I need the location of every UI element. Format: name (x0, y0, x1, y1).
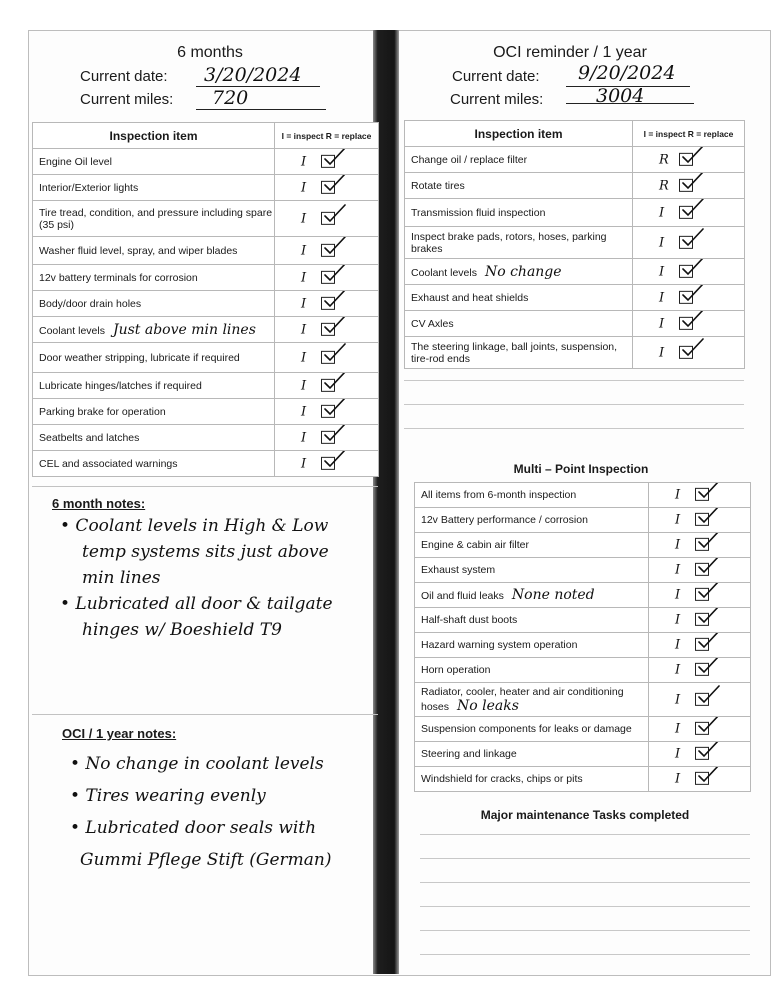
blank-row-line (420, 954, 750, 955)
left-inspection-item-label: Tire tread, condition, and pressure including spare (35 psi) (39, 206, 273, 231)
right-inspection-item-cell (405, 199, 633, 227)
multi-point-item-label: Hazard warning system operation (421, 639, 578, 651)
right-col-legend: I = inspect R = replace (633, 121, 745, 147)
checkmark-icon (682, 228, 704, 248)
left-col-legend: I = inspect R = replace (275, 123, 379, 149)
left-inspection-item-cell (33, 237, 275, 265)
multi-point-row (415, 508, 751, 533)
left-inspection-item-label: Lubricate hinges/latches if required (39, 379, 202, 392)
right-inspection-handwritten-note: No change (484, 263, 562, 280)
blank-row-line (420, 882, 750, 883)
right-inspection-item-cell (405, 147, 633, 173)
oci-note-line: • Lubricated door seals with (70, 818, 317, 838)
checkmark-icon (324, 399, 346, 417)
left-inspection-status-cell (275, 237, 379, 265)
right-inspection-code: I (659, 205, 665, 220)
multi-point-item-cell (415, 717, 649, 742)
six-month-notes (60, 513, 333, 643)
left-inspection-status-cell (275, 451, 379, 477)
left-header (60, 44, 360, 62)
checkmark-icon (698, 767, 720, 785)
blank-row-line (420, 906, 750, 907)
left-inspection-code: I (301, 456, 307, 471)
left-date-value: 3/20/2024 (204, 64, 302, 86)
multi-point-item-cell (415, 608, 649, 633)
checkmark-icon (324, 451, 346, 469)
right-inspection-item-cell (405, 173, 633, 199)
left-inspection-item-label: Parking brake for operation (39, 405, 166, 418)
multi-point-item-cell (415, 558, 649, 583)
left-inspection-status-cell (275, 343, 379, 373)
blank-row-line (404, 428, 744, 429)
left-inspection-code: I (301, 243, 307, 258)
checkmark-icon (698, 608, 720, 626)
left-inspection-status-cell (275, 201, 379, 237)
left-inspection-status-cell (275, 149, 379, 175)
right-inspection-code: R (659, 152, 669, 167)
right-inspection-table (404, 120, 745, 369)
left-inspection-row (33, 317, 379, 343)
multi-point-row (415, 483, 751, 508)
left-inspection-item-cell (33, 175, 275, 201)
six-month-note-line: temp systems sits just above (82, 542, 329, 562)
multi-point-item-label: Exhaust system (421, 564, 496, 576)
right-inspection-item-cell (405, 285, 633, 311)
multi-point-row (415, 533, 751, 558)
right-inspection-item-label: Rotate tires (411, 179, 465, 192)
left-inspection-status-cell (275, 317, 379, 343)
multi-point-item-cell (415, 483, 649, 508)
right-inspection-item-cell (405, 259, 633, 285)
left-inspection-row (33, 175, 379, 201)
multi-point-item-cell (415, 683, 649, 717)
multi-point-row (415, 633, 751, 658)
right-miles-value: 3004 (596, 85, 645, 107)
right-inspection-item-label: Transmission fluid inspection (411, 206, 546, 219)
right-date-label: Current date: (452, 68, 540, 85)
left-inspection-status-cell (275, 291, 379, 317)
multi-point-code: I (675, 637, 681, 653)
multi-point-table (414, 482, 751, 792)
checkmark-icon (682, 199, 704, 218)
blank-row-line (420, 930, 750, 931)
multi-point-row (415, 683, 751, 717)
right-inspection-item-label: Coolant levels (411, 266, 477, 279)
right-inspection-item-label: Change oil / replace filter (411, 153, 528, 166)
left-inspection-status-cell (275, 373, 379, 399)
checkmark-icon (698, 483, 720, 501)
checkmark-icon (324, 317, 346, 335)
right-inspection-row (405, 147, 745, 173)
left-miles-underline (196, 109, 326, 110)
left-inspection-item-cell (33, 201, 275, 237)
left-inspection-code: I (301, 180, 307, 195)
left-inspection-row (33, 425, 379, 451)
multi-point-code: I (675, 487, 681, 503)
six-month-note-line: • Coolant levels in High & Low (60, 516, 329, 536)
multi-point-handwritten-note: None noted (511, 587, 595, 603)
multi-point-code: I (675, 721, 681, 737)
checkmark-icon (698, 508, 720, 526)
multi-point-status-cell (649, 558, 751, 583)
multi-point-code: I (675, 746, 681, 762)
checkmark-icon (324, 425, 346, 443)
checkmark-icon (324, 237, 346, 256)
checkmark-icon (698, 558, 720, 576)
right-inspection-item-cell (405, 311, 633, 337)
multi-point-code: I (675, 662, 681, 678)
checkmark-icon (698, 633, 720, 651)
left-inspection-code: I (301, 296, 307, 311)
multi-point-row (415, 658, 751, 683)
multi-point-row (415, 583, 751, 608)
major-maintenance-title: Major maintenance Tasks completed (480, 808, 690, 822)
multi-point-item-label: Steering and linkage (421, 748, 517, 760)
left-inspection-status-cell (275, 265, 379, 291)
multi-point-item-cell (415, 633, 649, 658)
multi-point-row (415, 608, 751, 633)
multi-point-item-label: Oil and fluid leaks (421, 590, 504, 602)
left-inspection-row (33, 451, 379, 477)
left-inspection-item-label: Coolant levels (39, 324, 105, 337)
multi-point-row (415, 558, 751, 583)
right-inspection-status-cell (633, 259, 745, 285)
left-inspection-row (33, 343, 379, 373)
left-miles-label: Current miles: (80, 91, 174, 108)
right-inspection-item-label: Inspect brake pads, rotors, hoses, parking brakes (411, 230, 607, 255)
right-col-item: Inspection item (405, 121, 633, 147)
left-inspection-row (33, 237, 379, 265)
blank-row-line (420, 858, 750, 859)
multi-point-item-label: Windshield for cracks, chips or pits (421, 773, 583, 785)
left-inspection-item-label: Interior/Exterior lights (39, 181, 139, 194)
left-inspection-item-label: Engine Oil level (39, 155, 112, 168)
right-inspection-item-label: The steering linkage, ball joints, suspension, tire-rod ends (411, 340, 618, 365)
checkmark-icon (324, 149, 346, 167)
left-inspection-code: I (301, 430, 307, 445)
right-inspection-code: I (659, 235, 665, 250)
left-inspection-item-cell (33, 291, 275, 317)
left-inspection-code: I (301, 350, 307, 365)
right-inspection-code: I (659, 290, 665, 305)
multi-point-code: I (675, 692, 681, 707)
left-inspection-row (33, 149, 379, 175)
left-inspection-item-label: Seatbelts and latches (39, 431, 140, 444)
left-inspection-item-cell (33, 425, 275, 451)
left-inspection-code: I (301, 322, 307, 337)
multi-point-item-cell (415, 583, 649, 608)
right-inspection-row (405, 199, 745, 227)
right-miles-underline (566, 103, 694, 104)
checkmark-icon (698, 533, 720, 551)
multi-point-status-cell (649, 717, 751, 742)
multi-point-item-cell (415, 767, 649, 792)
right-inspection-code: R (659, 178, 669, 193)
multi-point-code: I (675, 771, 681, 787)
multi-point-item-label: Engine & cabin air filter (421, 539, 529, 551)
right-date-value: 9/20/2024 (578, 62, 676, 84)
multi-point-code: I (675, 612, 681, 628)
multi-point-status-cell (649, 483, 751, 508)
right-inspection-item-cell (405, 227, 633, 259)
checkmark-icon (698, 717, 720, 735)
right-inspection-code: I (659, 345, 665, 360)
left-inspection-item-cell (33, 343, 275, 373)
left-inspection-status-cell (275, 175, 379, 201)
right-inspection-status-cell (633, 147, 745, 173)
left-inspection-row (33, 201, 379, 237)
right-inspection-row (405, 173, 745, 199)
multi-point-code: I (675, 537, 681, 553)
right-inspection-code: I (659, 316, 665, 331)
right-inspection-row (405, 227, 745, 259)
left-inspection-code: I (301, 404, 307, 419)
right-inspection-status-cell (633, 227, 745, 259)
left-col-item: Inspection item (33, 123, 275, 149)
multi-point-row (415, 742, 751, 767)
checkmark-icon (324, 343, 346, 363)
left-inspection-item-cell (33, 373, 275, 399)
multi-point-item-cell (415, 742, 649, 767)
multi-point-status-cell (649, 633, 751, 658)
multi-point-row (415, 767, 751, 792)
multi-point-status-cell (649, 508, 751, 533)
multi-point-item-label: All items from 6-month inspection (421, 489, 577, 501)
oci-note-line: Gummi Pflege Stift (German) (80, 850, 332, 870)
left-inspection-code: I (301, 154, 307, 169)
blank-row-line (404, 404, 744, 405)
left-inspection-code: I (301, 378, 307, 393)
left-notes-divider (32, 486, 378, 487)
checkmark-icon (698, 583, 720, 601)
multi-point-row (415, 717, 751, 742)
multi-point-title: Multi – Point Inspection (513, 462, 649, 476)
left-inspection-item-cell (33, 317, 275, 343)
left-inspection-row (33, 265, 379, 291)
right-title: OCI reminder / 1 year (493, 44, 647, 61)
multi-point-status-cell (649, 767, 751, 792)
left-inspection-item-cell (33, 399, 275, 425)
oci-note-line: • No change in coolant levels (70, 754, 324, 774)
left-inspection-status-cell (275, 425, 379, 451)
left-inspection-item-cell (33, 149, 275, 175)
right-inspection-status-cell (633, 311, 745, 337)
multi-point-handwritten-note: No leaks (457, 697, 519, 714)
checkmark-icon (682, 338, 704, 358)
multi-point-status-cell (649, 533, 751, 558)
checkmark-icon (698, 685, 720, 705)
left-notes-divider-2 (32, 714, 378, 715)
multi-point-code: I (675, 512, 681, 528)
right-inspection-status-cell (633, 173, 745, 199)
left-inspection-row (33, 373, 379, 399)
six-month-note-line: • Lubricated all door & tailgate (60, 594, 333, 614)
checkmark-icon (682, 173, 704, 191)
right-inspection-status-cell (633, 285, 745, 311)
multi-point-item-label: 12v Battery performance / corrosion (421, 514, 588, 526)
left-inspection-item-label: 12v battery terminals for corrosion (39, 271, 198, 284)
checkmark-icon (324, 373, 346, 391)
multi-point-item-label: Half-shaft dust boots (421, 614, 518, 626)
checkmark-icon (324, 175, 346, 193)
checkmark-icon (698, 742, 720, 760)
checkmark-icon (682, 311, 704, 329)
left-inspection-item-label: Body/door drain holes (39, 297, 142, 310)
right-inspection-item-label: Exhaust and heat shields (411, 291, 529, 304)
multi-point-item-label: Radiator, cooler, heater and air conditioning hoses (421, 685, 624, 713)
left-inspection-status-cell (275, 399, 379, 425)
left-inspection-item-label: Washer fluid level, spray, and wiper blades (39, 244, 238, 257)
right-inspection-row (405, 259, 745, 285)
blank-row-line (404, 380, 744, 381)
multi-point-item-cell (415, 508, 649, 533)
oci-notes (70, 748, 331, 876)
multi-point-code: I (675, 587, 681, 603)
blank-row-line (420, 834, 750, 835)
right-miles-label: Current miles: (450, 91, 544, 108)
left-date-label: Current date: (80, 68, 168, 85)
checkmark-icon (682, 259, 704, 277)
six-month-note-line: hinges w/ Boeshield T9 (82, 620, 282, 640)
right-inspection-status-cell (633, 337, 745, 369)
left-inspection-item-cell (33, 451, 275, 477)
right-inspection-status-cell (633, 199, 745, 227)
left-inspection-row (33, 291, 379, 317)
multi-point-item-label: Suspension components for leaks or damage (421, 723, 632, 735)
checkmark-icon (324, 265, 346, 283)
checkmark-icon (698, 658, 720, 676)
checkmark-icon (324, 291, 346, 309)
multi-point-item-cell (415, 658, 649, 683)
six-month-notes-title: 6 month notes: (52, 496, 146, 511)
right-inspection-row (405, 337, 745, 369)
multi-point-status-cell (649, 583, 751, 608)
six-month-note-line: min lines (82, 568, 161, 588)
multi-point-status-cell (649, 658, 751, 683)
oci-note-line: • Tires wearing evenly (70, 786, 266, 806)
checkmark-icon (682, 147, 704, 165)
left-inspection-item-label: CEL and associated warnings (39, 457, 178, 470)
left-inspection-item-cell (33, 265, 275, 291)
multi-point-status-cell (649, 683, 751, 717)
left-inspection-row (33, 399, 379, 425)
left-inspection-code: I (301, 270, 307, 285)
right-inspection-item-cell (405, 337, 633, 369)
left-inspection-handwritten-note: Just above min lines (112, 321, 256, 338)
multi-point-item-cell (415, 533, 649, 558)
right-inspection-code: I (659, 264, 665, 279)
right-inspection-item-label: CV Axles (411, 317, 454, 330)
left-inspection-table (32, 122, 379, 477)
right-inspection-row (405, 311, 745, 337)
left-inspection-code: I (301, 211, 307, 226)
checkmark-icon (682, 285, 704, 303)
multi-point-code: I (675, 562, 681, 578)
multi-point-item-label: Horn operation (421, 664, 491, 676)
left-inspection-item-label: Door weather stripping, lubricate if required (39, 351, 240, 364)
multi-point-status-cell (649, 742, 751, 767)
right-inspection-row (405, 285, 745, 311)
oci-notes-title: OCI / 1 year notes: (62, 726, 177, 741)
left-title: 6 months (177, 44, 243, 61)
left-miles-value: 720 (212, 87, 249, 109)
right-header (420, 44, 720, 62)
checkmark-icon (324, 204, 346, 224)
multi-point-status-cell (649, 608, 751, 633)
